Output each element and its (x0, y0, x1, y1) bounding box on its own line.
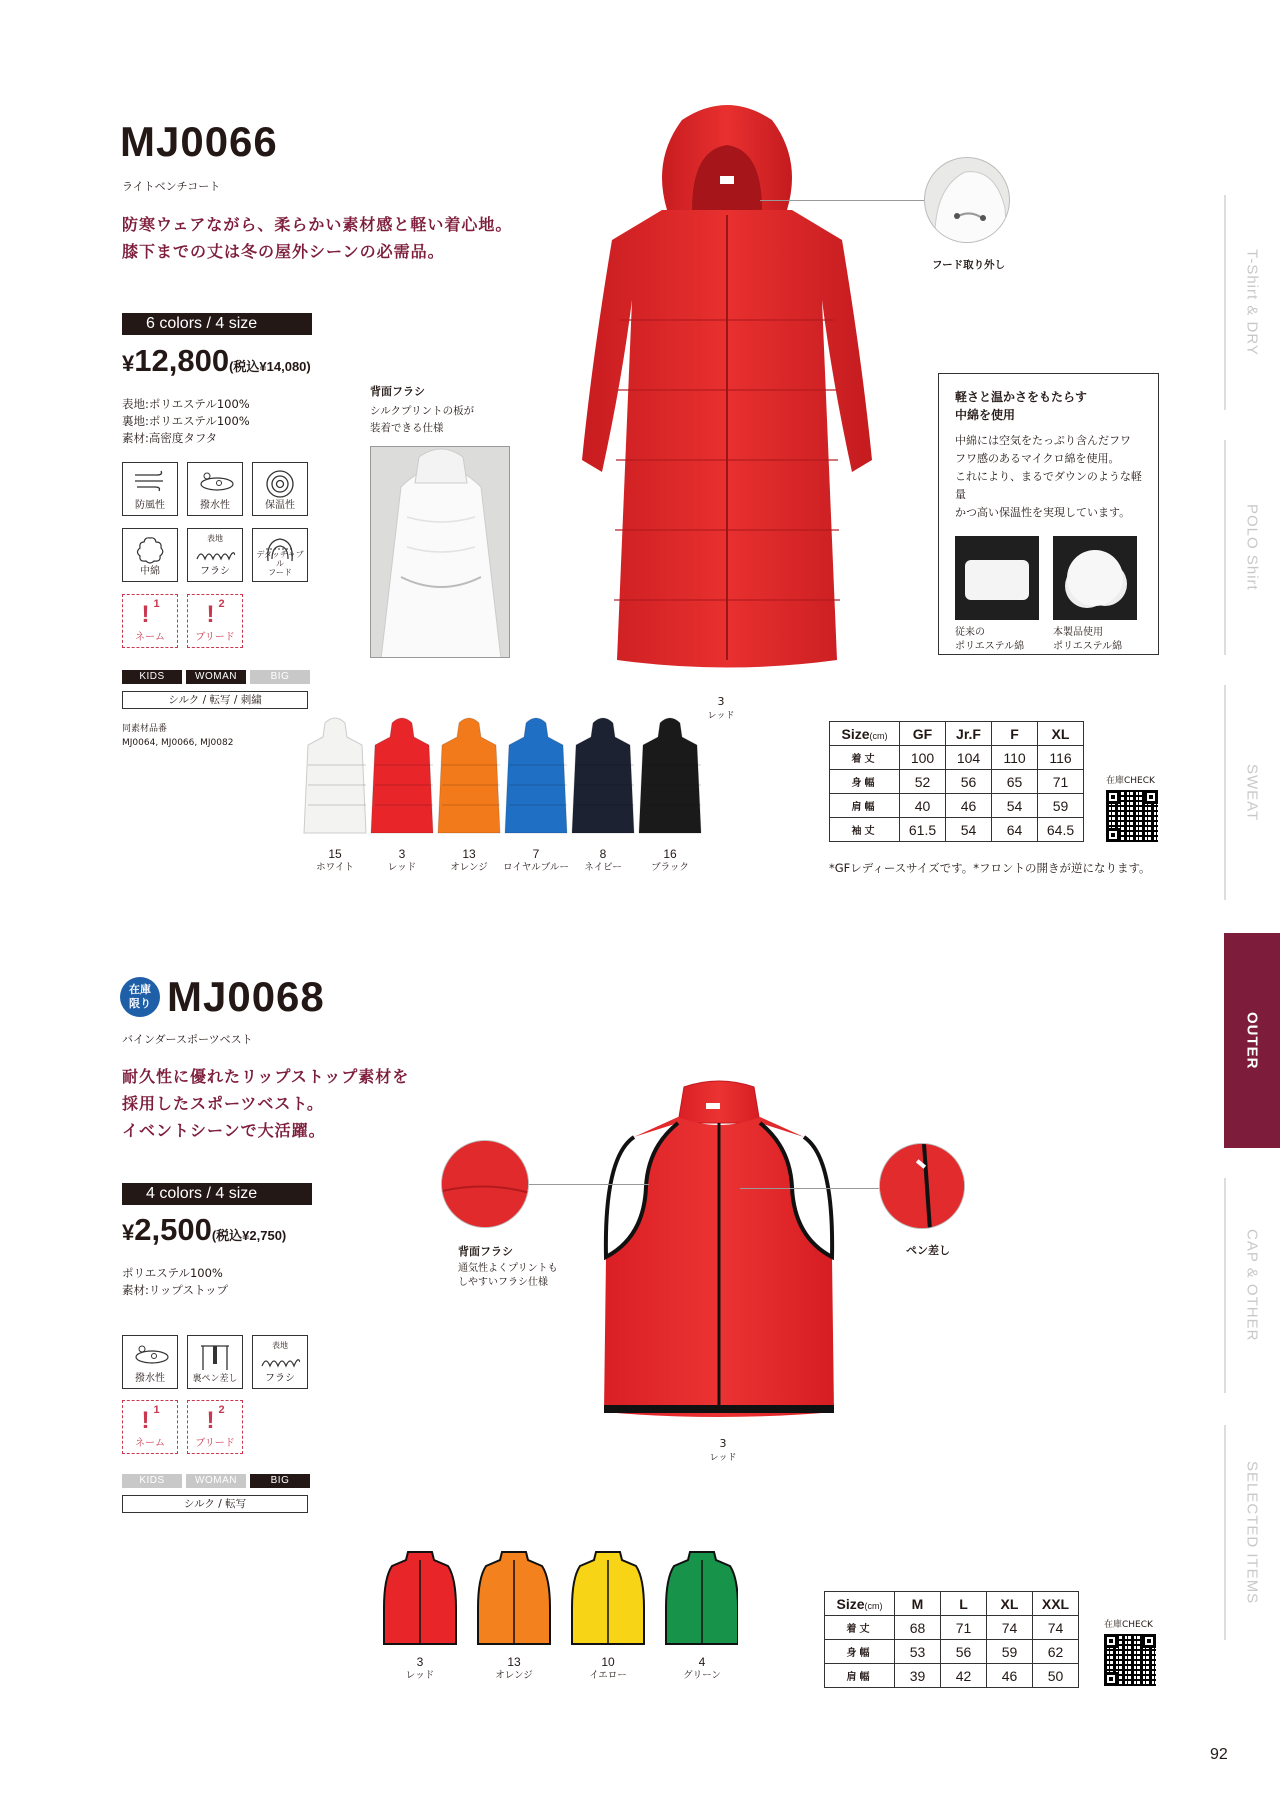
swatch-vest (572, 1552, 644, 1644)
product1-price: ¥12,800(税込¥14,080) (122, 343, 311, 378)
swatch-coat (304, 718, 366, 833)
size-col: F (992, 722, 1038, 746)
product1-qr-code[interactable] (1106, 790, 1158, 842)
product2-price: ¥2,500(税込¥2,750) (122, 1212, 287, 1247)
bleed-option-icon: ! $^2$ ブリード (187, 594, 243, 648)
mesh-lining-icon: 表地 フラシ (252, 1335, 308, 1389)
product2-colors-size: 4 colors / 4 size (122, 1183, 312, 1205)
swatch-number: 7 (532, 847, 540, 861)
product2-size-table (824, 1591, 1079, 1688)
table-row: 身幅 52 56 65 71 (830, 770, 1084, 794)
swatch-coat (505, 718, 567, 833)
size-col: M (895, 1592, 941, 1616)
swatch-name: レッド (387, 862, 417, 873)
table-row: 着丈 100 104 110 116 (830, 746, 1084, 770)
swatch-name: レッド (405, 1670, 435, 1681)
water-repellent-icon: 撥水性 (122, 1335, 178, 1389)
product2-subname: バインダースポーツベスト (122, 1033, 253, 1046)
swatch-number: 3 (416, 1655, 424, 1669)
hood-callout-line (760, 200, 925, 201)
swatch-name: ネイビー (584, 862, 622, 873)
swatch-label (385, 1656, 455, 1682)
swatch-label (573, 1656, 643, 1682)
hood-detail-photo (924, 157, 1010, 243)
table-row: 着丈 68 71 74 74 (825, 1616, 1079, 1640)
product2-back-title: 背面フラシ (458, 1245, 513, 1258)
name-option-icon: ! $^1$ ネーム (122, 594, 178, 648)
info-body: 中綿には空気をたっぷり含んだフワ フワ感のあるマイクロ綿を使用。 これにより、まるでダウンのような軽量 かつ高い保温性を実現しています。 (955, 434, 1142, 519)
product1-stock-check-label: 在庫CHECK (1106, 776, 1155, 786)
tag-big: BIG (250, 670, 310, 684)
swatch-label (501, 848, 571, 874)
swatch-label (667, 1656, 737, 1682)
product1-back-title: 背面フラシ (370, 385, 425, 398)
product1-size-table (829, 721, 1084, 842)
limited-stock-badge: 在庫 限り (120, 977, 160, 1017)
product1-back-desc: シルクプリントの板が 装着できる仕様 (370, 405, 475, 434)
size-header: Size(cm) (830, 722, 900, 746)
swatch-label (434, 848, 504, 874)
tag-woman: WOMAN (186, 670, 246, 684)
product2-qr-code[interactable] (1104, 1634, 1156, 1686)
table-row: 袖丈 61.5 54 64 64.5 (830, 818, 1084, 842)
side-tab-outer[interactable]: OUTER (1224, 933, 1280, 1148)
product1-material: 表地:ポリエステル100% 裏地:ポリエステル100% 素材:高密度タフタ (122, 397, 250, 445)
side-tab-cap[interactable]: CAP & OTHER (1224, 1178, 1280, 1393)
micro-cotton-photo (1053, 536, 1137, 620)
padding-info-box (938, 373, 1159, 655)
swatch-coat (438, 718, 500, 833)
tag-big: BIG (250, 1474, 310, 1488)
hood-label: フード取り外し (932, 259, 1006, 271)
mesh-lining-icon: 表地 フラシ (187, 528, 243, 582)
tag-kids: KIDS (122, 670, 182, 684)
table-row: 肩幅 39 42 46 50 (825, 1664, 1079, 1688)
swatch-vest (666, 1552, 738, 1644)
info-img2-label: 本製品使用 ポリエステル綿 (1053, 627, 1123, 652)
swatch-label (479, 1656, 549, 1682)
swatch-name: オレンジ (450, 862, 488, 873)
table-row: 身幅 53 56 59 62 (825, 1640, 1079, 1664)
product1-same-material: MJ0064, MJ0066, MJ0082 (122, 738, 234, 748)
back-mesh-callout-line (529, 1184, 649, 1185)
pen-callout-line (740, 1188, 880, 1189)
size-header: Size(cm) (825, 1592, 895, 1616)
swatch-coat (572, 718, 634, 833)
swatch-name: イエロー (589, 1670, 627, 1681)
product1-same-material-title: 同素材品番 (122, 724, 168, 734)
product2-stock-check-label: 在庫CHECK (1104, 1620, 1153, 1630)
product1-model: MJ0066 (120, 118, 278, 165)
name-option-icon: ! $^1$ ネーム (122, 1400, 178, 1454)
size-col: GF (900, 722, 946, 746)
product1-swatches (296, 715, 706, 845)
product2-catch-3: イベントシーンで大活躍。 (122, 1121, 326, 1140)
back-detail-photo (370, 446, 510, 658)
side-tab-sweat[interactable]: SWEAT (1224, 685, 1280, 900)
pen-pocket-detail-photo (879, 1143, 965, 1229)
back-mesh-detail-photo (441, 1140, 529, 1228)
product2-main-photo (594, 1077, 844, 1417)
swatch-number: 8 (599, 847, 607, 861)
product1-note: *GFレディースサイズです。*フロントの開きが逆になります。 (829, 861, 1151, 875)
product2-material: ポリエステル100% 素材:リップストップ (122, 1266, 229, 1297)
swatch-number: 13 (462, 847, 476, 861)
swatch-name: グリーン (683, 1670, 721, 1681)
swatch-name: オレンジ (495, 1670, 533, 1681)
pen-label: ペン差し (906, 1244, 950, 1257)
conventional-cotton-photo (955, 536, 1039, 620)
product1-catch-1: 防寒ウェアながら、柔らかい素材感と軽い着心地。 (122, 215, 513, 234)
tag-kids: KIDS (122, 1474, 182, 1488)
product1-subname: ライトベンチコート (122, 180, 221, 193)
product2-catch-1: 耐久性に優れたリップストップ素材を (122, 1067, 410, 1086)
swatch-label (367, 848, 437, 874)
heat-retention-icon: 保温性 (252, 462, 308, 516)
side-tab-selected[interactable]: SELECTED ITEMS (1224, 1425, 1280, 1640)
padding-icon: 中綿 (122, 528, 178, 582)
water-repellent-icon: 撥水性 (187, 462, 243, 516)
swatch-label (568, 848, 638, 874)
product2-catch-2: 採用したスポーツベスト。 (122, 1094, 324, 1113)
page-number: 92 (1210, 1746, 1228, 1763)
size-col: Jr.F (946, 722, 992, 746)
swatch-number: 16 (663, 847, 677, 861)
swatch-vest (384, 1552, 456, 1644)
size-col: L (941, 1592, 987, 1616)
swatch-label (635, 848, 705, 874)
swatch-number: 10 (601, 1655, 615, 1669)
side-tab-polo[interactable]: POLO Shirt (1224, 440, 1280, 655)
swatch-number: 4 (698, 1655, 706, 1669)
product1-tags (122, 670, 310, 684)
swatch-number: 13 (507, 1655, 521, 1669)
swatch-coat (371, 718, 433, 833)
table-row: 肩幅 40 46 54 59 (830, 794, 1084, 818)
swatch-name: ホワイト (316, 862, 354, 873)
product2-print-methods: シルク / 転写 (122, 1495, 308, 1513)
product2-tags (122, 1474, 310, 1488)
product1-main-photo (552, 100, 902, 672)
product2-main-color: 3 レッド (709, 1437, 737, 1463)
product1-main-color: 3 レッド (707, 695, 735, 721)
bleed-option-icon: ! $^2$ ブリード (187, 1400, 243, 1454)
info-title: 軽さと温かさをもたらす 中綿を使用 (955, 390, 1088, 422)
swatch-vest (478, 1552, 550, 1644)
windproof-icon: 防風性 (122, 462, 178, 516)
product2-swatches (378, 1548, 738, 1648)
swatch-number: 3 (398, 847, 406, 861)
size-col: XL (1038, 722, 1084, 746)
product1-colors-size: 6 colors / 4 size (122, 313, 312, 335)
detachable-hood-icon: デタッチャブル フード (252, 528, 308, 582)
swatch-number: 15 (328, 847, 342, 861)
tag-woman: WOMAN (186, 1474, 246, 1488)
inner-pen-holder-icon: 裏ペン差し (187, 1335, 243, 1389)
size-col: XL (987, 1592, 1033, 1616)
size-col: XXL (1033, 1592, 1079, 1616)
swatch-coat (639, 718, 701, 833)
swatch-name: ブラック (651, 862, 689, 873)
product1-catch-2: 膝下までの丈は冬の屋外シーンの必需品。 (122, 242, 445, 261)
product2-back-desc: 通気性よくプリントも しやすいフラシ仕様 (458, 1263, 558, 1288)
swatch-name: ロイヤルブルー (503, 862, 569, 873)
side-tab-tshirt[interactable]: T-Shirt & DRY (1224, 195, 1280, 410)
product1-print-methods: シルク / 転写 / 刺繍 (122, 691, 308, 709)
info-img1-label: 従来の ポリエステル綿 (955, 627, 1025, 652)
swatch-label (300, 848, 370, 874)
product2-model: MJ0068 (167, 973, 325, 1020)
